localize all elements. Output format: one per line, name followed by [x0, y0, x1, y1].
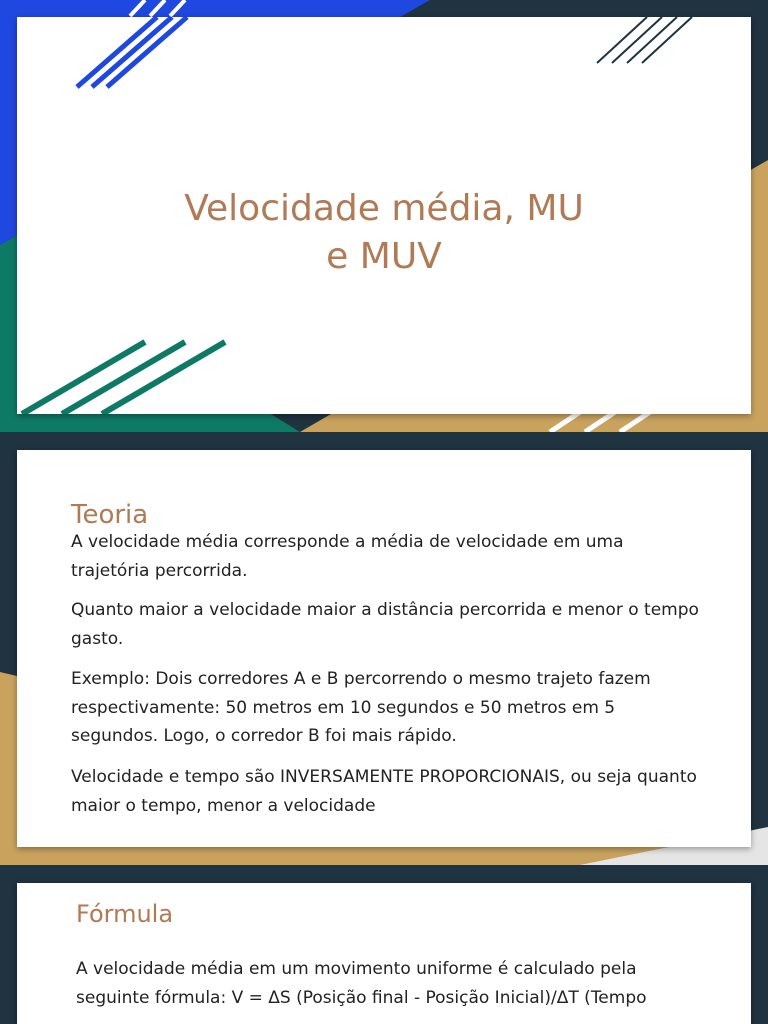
slide-theory [0, 432, 768, 865]
slide-card [17, 450, 751, 847]
slide-card [17, 17, 751, 414]
section-heading: Teoria [71, 500, 149, 530]
paragraph-4: Velocidade e tempo são INVERSAMENTE PROPORCIONAIS, ou seja quanto maior o tempo, menor a velocidade [71, 767, 697, 816]
slide-title [0, 0, 768, 432]
slide-title-text [17, 185, 751, 281]
paragraph-1: A velocidade média corresponde a média de velocidade em uma trajetória percorrida. [71, 532, 624, 581]
paragraph-2: Quanto maior a velocidade maior a distância percorrida e menor o tempo gasto. [71, 600, 699, 649]
title-line-2: e MUV [326, 236, 442, 277]
paragraph-3: Exemplo: Dois corredores A e B percorrendo o mesmo trajeto fazem respectivamente: 50 metros em 10 segundos e 50 metros em 5 segundos. Logo, o corredor B foi mais rápido. [71, 669, 651, 746]
title-line-1: Velocidade média, MU [184, 188, 584, 229]
slide-card [17, 883, 751, 1024]
section-heading: Fórmula [76, 900, 174, 928]
slide-formula [0, 865, 768, 1024]
paragraph-1: A velocidade média em um movimento uniforme é calculado pela seguinte fórmula: V = ΔS (Posição final - Posição Inicial)/ΔT (Tempo [76, 959, 647, 1008]
